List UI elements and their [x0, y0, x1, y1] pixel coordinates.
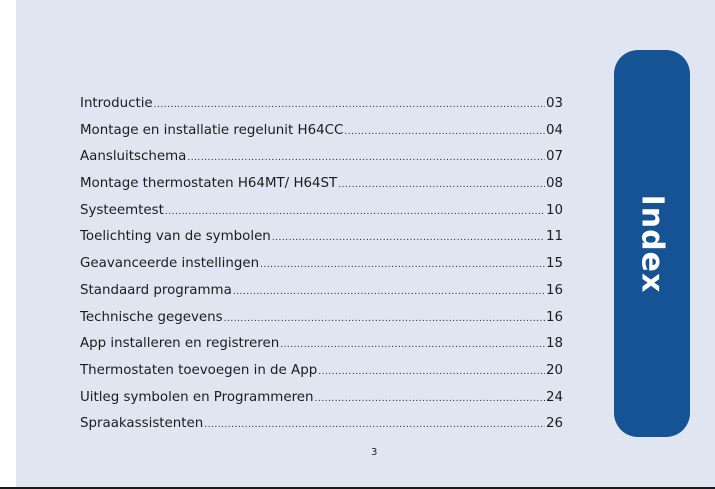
- toc-entry-title: Standaard programma: [80, 282, 232, 298]
- toc-entry: [80, 390, 563, 417]
- toc-entry-page: 18: [545, 336, 563, 352]
- toc-entry-title: Uitleg symbolen en Programmeren: [80, 389, 314, 405]
- toc-entry-title: Introductie: [80, 96, 153, 111]
- table-of-contents: [80, 96, 563, 443]
- toc-dot-leader: [165, 207, 545, 217]
- toc-entry-title: Spraakassistenten: [80, 416, 204, 432]
- toc-dot-leader: [272, 233, 545, 243]
- toc-dot-leader: [204, 420, 545, 430]
- toc-entry-page: 11: [545, 229, 563, 245]
- toc-dot-leader: [344, 127, 545, 137]
- toc-entry-title: Thermostaten toevoegen in de App: [80, 362, 318, 378]
- toc-entry-page: 03: [545, 96, 563, 111]
- toc-entry-page: 07: [545, 149, 563, 165]
- toc-entry-page: 08: [545, 176, 563, 192]
- toc-dot-leader: [154, 100, 545, 110]
- toc-entry-title: Montage thermostaten H64MT/ H64ST: [80, 176, 338, 192]
- toc-entry: [80, 363, 563, 390]
- toc-entry-page: 04: [545, 122, 563, 138]
- toc-dot-leader: [315, 394, 545, 404]
- toc-entry: [80, 310, 563, 337]
- toc-entry-title: Technische gegevens: [80, 309, 223, 325]
- toc-entry-title: App installeren en registreren: [80, 336, 280, 352]
- page-number: 3: [371, 447, 378, 458]
- toc-entry: [80, 229, 563, 256]
- toc-dot-leader: [318, 367, 545, 377]
- toc-entry: [80, 123, 563, 150]
- toc-entry: [80, 256, 563, 283]
- toc-entry-page: 26: [545, 416, 563, 432]
- toc-dot-leader: [260, 260, 545, 270]
- toc-entry: [80, 96, 563, 123]
- toc-entry: [80, 149, 563, 176]
- toc-entry-title: Montage en installatie regelunit H64CC: [80, 122, 344, 138]
- toc-dot-leader: [233, 287, 545, 297]
- toc-entry-page: 16: [545, 309, 563, 325]
- toc-entry: [80, 336, 563, 363]
- toc-entry: [80, 416, 563, 443]
- toc-entry: [80, 176, 563, 203]
- toc-entry: [80, 203, 563, 230]
- toc-dot-leader: [187, 153, 545, 163]
- toc-dot-leader: [224, 314, 545, 324]
- toc-entry-page: 16: [545, 282, 563, 298]
- toc-dot-leader: [338, 180, 545, 190]
- toc-dot-leader: [280, 340, 545, 350]
- index-tab-label: Index: [634, 194, 670, 293]
- document-page: [16, 0, 715, 487]
- toc-entry-page: 15: [545, 256, 563, 272]
- toc-entry-title: Geavanceerde instellingen: [80, 256, 260, 272]
- toc-entry-title: Aansluitschema: [80, 149, 187, 165]
- toc-entry-page: 20: [545, 362, 563, 378]
- toc-entry-title: Systeemtest: [80, 202, 164, 218]
- toc-entry-title: Toelichting van de symbolen: [80, 229, 271, 245]
- index-tab: [614, 50, 690, 437]
- toc-entry-page: 24: [545, 389, 563, 405]
- toc-entry: [80, 283, 563, 310]
- toc-entry-page: 10: [545, 202, 563, 218]
